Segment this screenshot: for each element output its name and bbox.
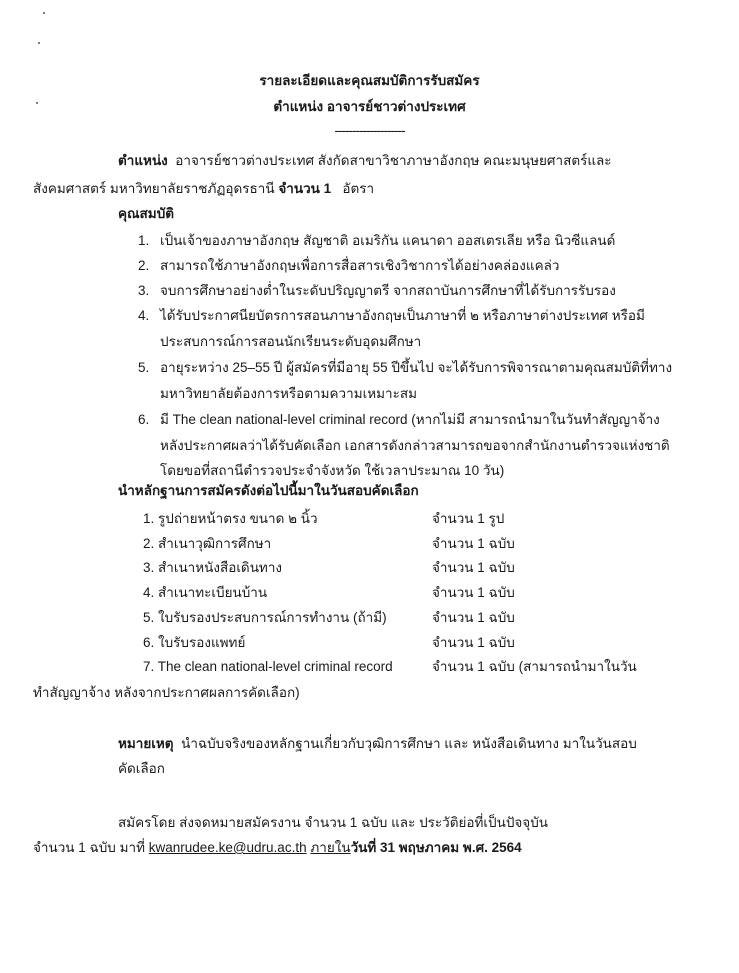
- item-text: เป็นเจ้าของภาษาอังกฤษ สัญชาติ อเมริกัน แคนาดา ออสเตรเลีย หรือ นิวซีแลนด์: [160, 233, 616, 248]
- deadline: วันที่ 31 พฤษภาคม พ.ศ. 2564: [350, 840, 522, 855]
- apply-line-1: สมัครโดย ส่งจดหมายสมัครงาน จำนวน 1 ฉบับ และ ประวัติย่อที่เป็นปัจจุบัน: [118, 815, 549, 830]
- documents-continuation: ทำสัญญาจ้าง หลังจากประกาศผลการคัดเลือก): [33, 685, 300, 700]
- position-unit: อัตรา: [342, 181, 375, 196]
- qualification-item: [138, 359, 672, 377]
- item-text: โดยขอที่สถานีตำรวจประจำจังหวัด ใช้เวลาประมาณ 10 วัน): [160, 463, 505, 478]
- document-quantity: จำนวน 1 ฉบับ: [432, 634, 515, 650]
- position-label: ตำแหน่ง: [118, 153, 168, 168]
- note-line-2: คัดเลือก: [118, 761, 165, 776]
- document-title: รายละเอียดและคุณสมบัติการรับสมัคร: [259, 73, 480, 88]
- item-text: มหาวิทยาลัยต้องการหรือตามความเหมาะสม: [160, 386, 417, 401]
- item-number: 6.: [138, 412, 150, 427]
- document-item: 1. รูปถ่ายหน้าตรง ขนาด ๒ นิ้ว: [143, 511, 318, 526]
- item-number: 2.: [138, 258, 150, 273]
- document-quantity: จำนวน 1 ฉบับ: [432, 609, 515, 625]
- documents-heading: นำหลักฐานการสมัครดังต่อไปนี้มาในวันสอบคัดเลือก: [118, 483, 419, 498]
- document-quantity: จำนวน 1 รูป: [432, 511, 505, 526]
- university-text: สังคมศาสตร์ มหาวิทยาลัยราชภัฏอุดรธานี: [33, 181, 275, 196]
- document-item: 4. สำเนาทะเบียนบ้าน: [143, 585, 268, 601]
- document-quantity: จำนวน 1 ฉบับ: [432, 535, 515, 551]
- item-text: ประสบการณ์การสอนนักเรียนระดับอุดมศึกษา: [160, 334, 422, 349]
- item-number: 5.: [138, 360, 150, 375]
- document-item: 5. ใบรับรองประสบการณ์การทำงาน (ถ้ามี): [143, 609, 387, 625]
- qualification-item: [138, 257, 559, 275]
- apply-count: จำนวน 1 ฉบับ มาที่: [33, 840, 146, 855]
- qualifications-heading: คุณสมบัติ: [118, 206, 175, 221]
- position-line-2: [33, 180, 374, 198]
- item-number: 3.: [138, 283, 150, 298]
- item-text: หลังประกาศผลว่าได้รับคัดเลือก เอกสารดังกล่าวสามารถขอจากสำนักงานตำรวจแห่งชาติ: [160, 438, 670, 453]
- item-text: ได้รับประกาศนียบัตรการสอนภาษาอังกฤษเป็นภาษาที่ ๒ หรือภาษาต่างประเทศ หรือมี: [160, 308, 645, 323]
- document-quantity: จำนวน 1 ฉบับ (สามารถนำมาในวัน: [432, 659, 637, 675]
- item-text: จบการศึกษาอย่างต่ำในระดับปริญญาตรี จากสถาบันการศึกษาที่ได้รับการรับรอง: [160, 283, 616, 298]
- item-text: มี The clean national-level criminal record (หากไม่มี สามารถนำมาในวันทำสัญญาจ้าง: [160, 412, 660, 427]
- scan-speck: [38, 42, 40, 44]
- document-item: 7. The clean national-level criminal record: [143, 659, 393, 675]
- email-link[interactable]: kwanrudee.ke@udru.ac.th: [148, 840, 307, 855]
- item-number: 1.: [138, 233, 150, 248]
- qualification-item: [138, 232, 615, 250]
- item-text: สามารถใช้ภาษาอังกฤษเพื่อการสื่อสารเชิงวิชาการได้อย่างคล่องแคล่ว: [160, 258, 560, 273]
- document-quantity: จำนวน 1 ฉบับ: [432, 585, 515, 601]
- position-line-1: [118, 152, 612, 170]
- note-line-1: [118, 735, 637, 753]
- note-label: หมายเหตุ: [118, 736, 174, 751]
- position-text: อาจารย์ชาวต่างประเทศ สังกัดสาขาวิชาภาษาอังกฤษ คณะมนุษยศาสตร์และ: [175, 153, 612, 168]
- scan-speck: [43, 12, 45, 14]
- qualification-item: [138, 411, 660, 429]
- note-text: นำฉบับจริงของหลักฐานเกี่ยวกับวุฒิการศึกษา และ หนังสือเดินทาง มาในวันสอบ: [181, 736, 637, 751]
- qualification-item: [160, 333, 421, 351]
- document-item: 6. ใบรับรองแพทย์: [143, 634, 246, 650]
- qualification-item: [160, 462, 504, 480]
- divider: --------------------: [334, 123, 405, 138]
- apply-line-2: [33, 839, 522, 857]
- document-subtitle: ตำแหน่ง อาจารย์ชาวต่างประเทศ: [273, 99, 466, 114]
- item-text: อายุระหว่าง 25–55 ปี ผู้สมัครที่มีอายุ 55 ปีขึ้นไป จะได้รับการพิจารณาตามคุณสมบัติที่ทาง: [160, 360, 673, 375]
- document-quantity: จำนวน 1 ฉบับ: [432, 560, 515, 576]
- position-count: จำนวน 1: [278, 181, 332, 196]
- within-text: ภายใน: [310, 840, 351, 855]
- document-item: 2. สำเนาวุฒิการศึกษา: [143, 535, 272, 551]
- qualification-item: [160, 385, 417, 403]
- qualification-item: [160, 437, 670, 455]
- qualification-item: [138, 307, 645, 325]
- qualification-item: [138, 282, 616, 300]
- document-item: 3. สำเนาหนังสือเดินทาง: [143, 560, 283, 576]
- item-number: 4.: [138, 308, 150, 323]
